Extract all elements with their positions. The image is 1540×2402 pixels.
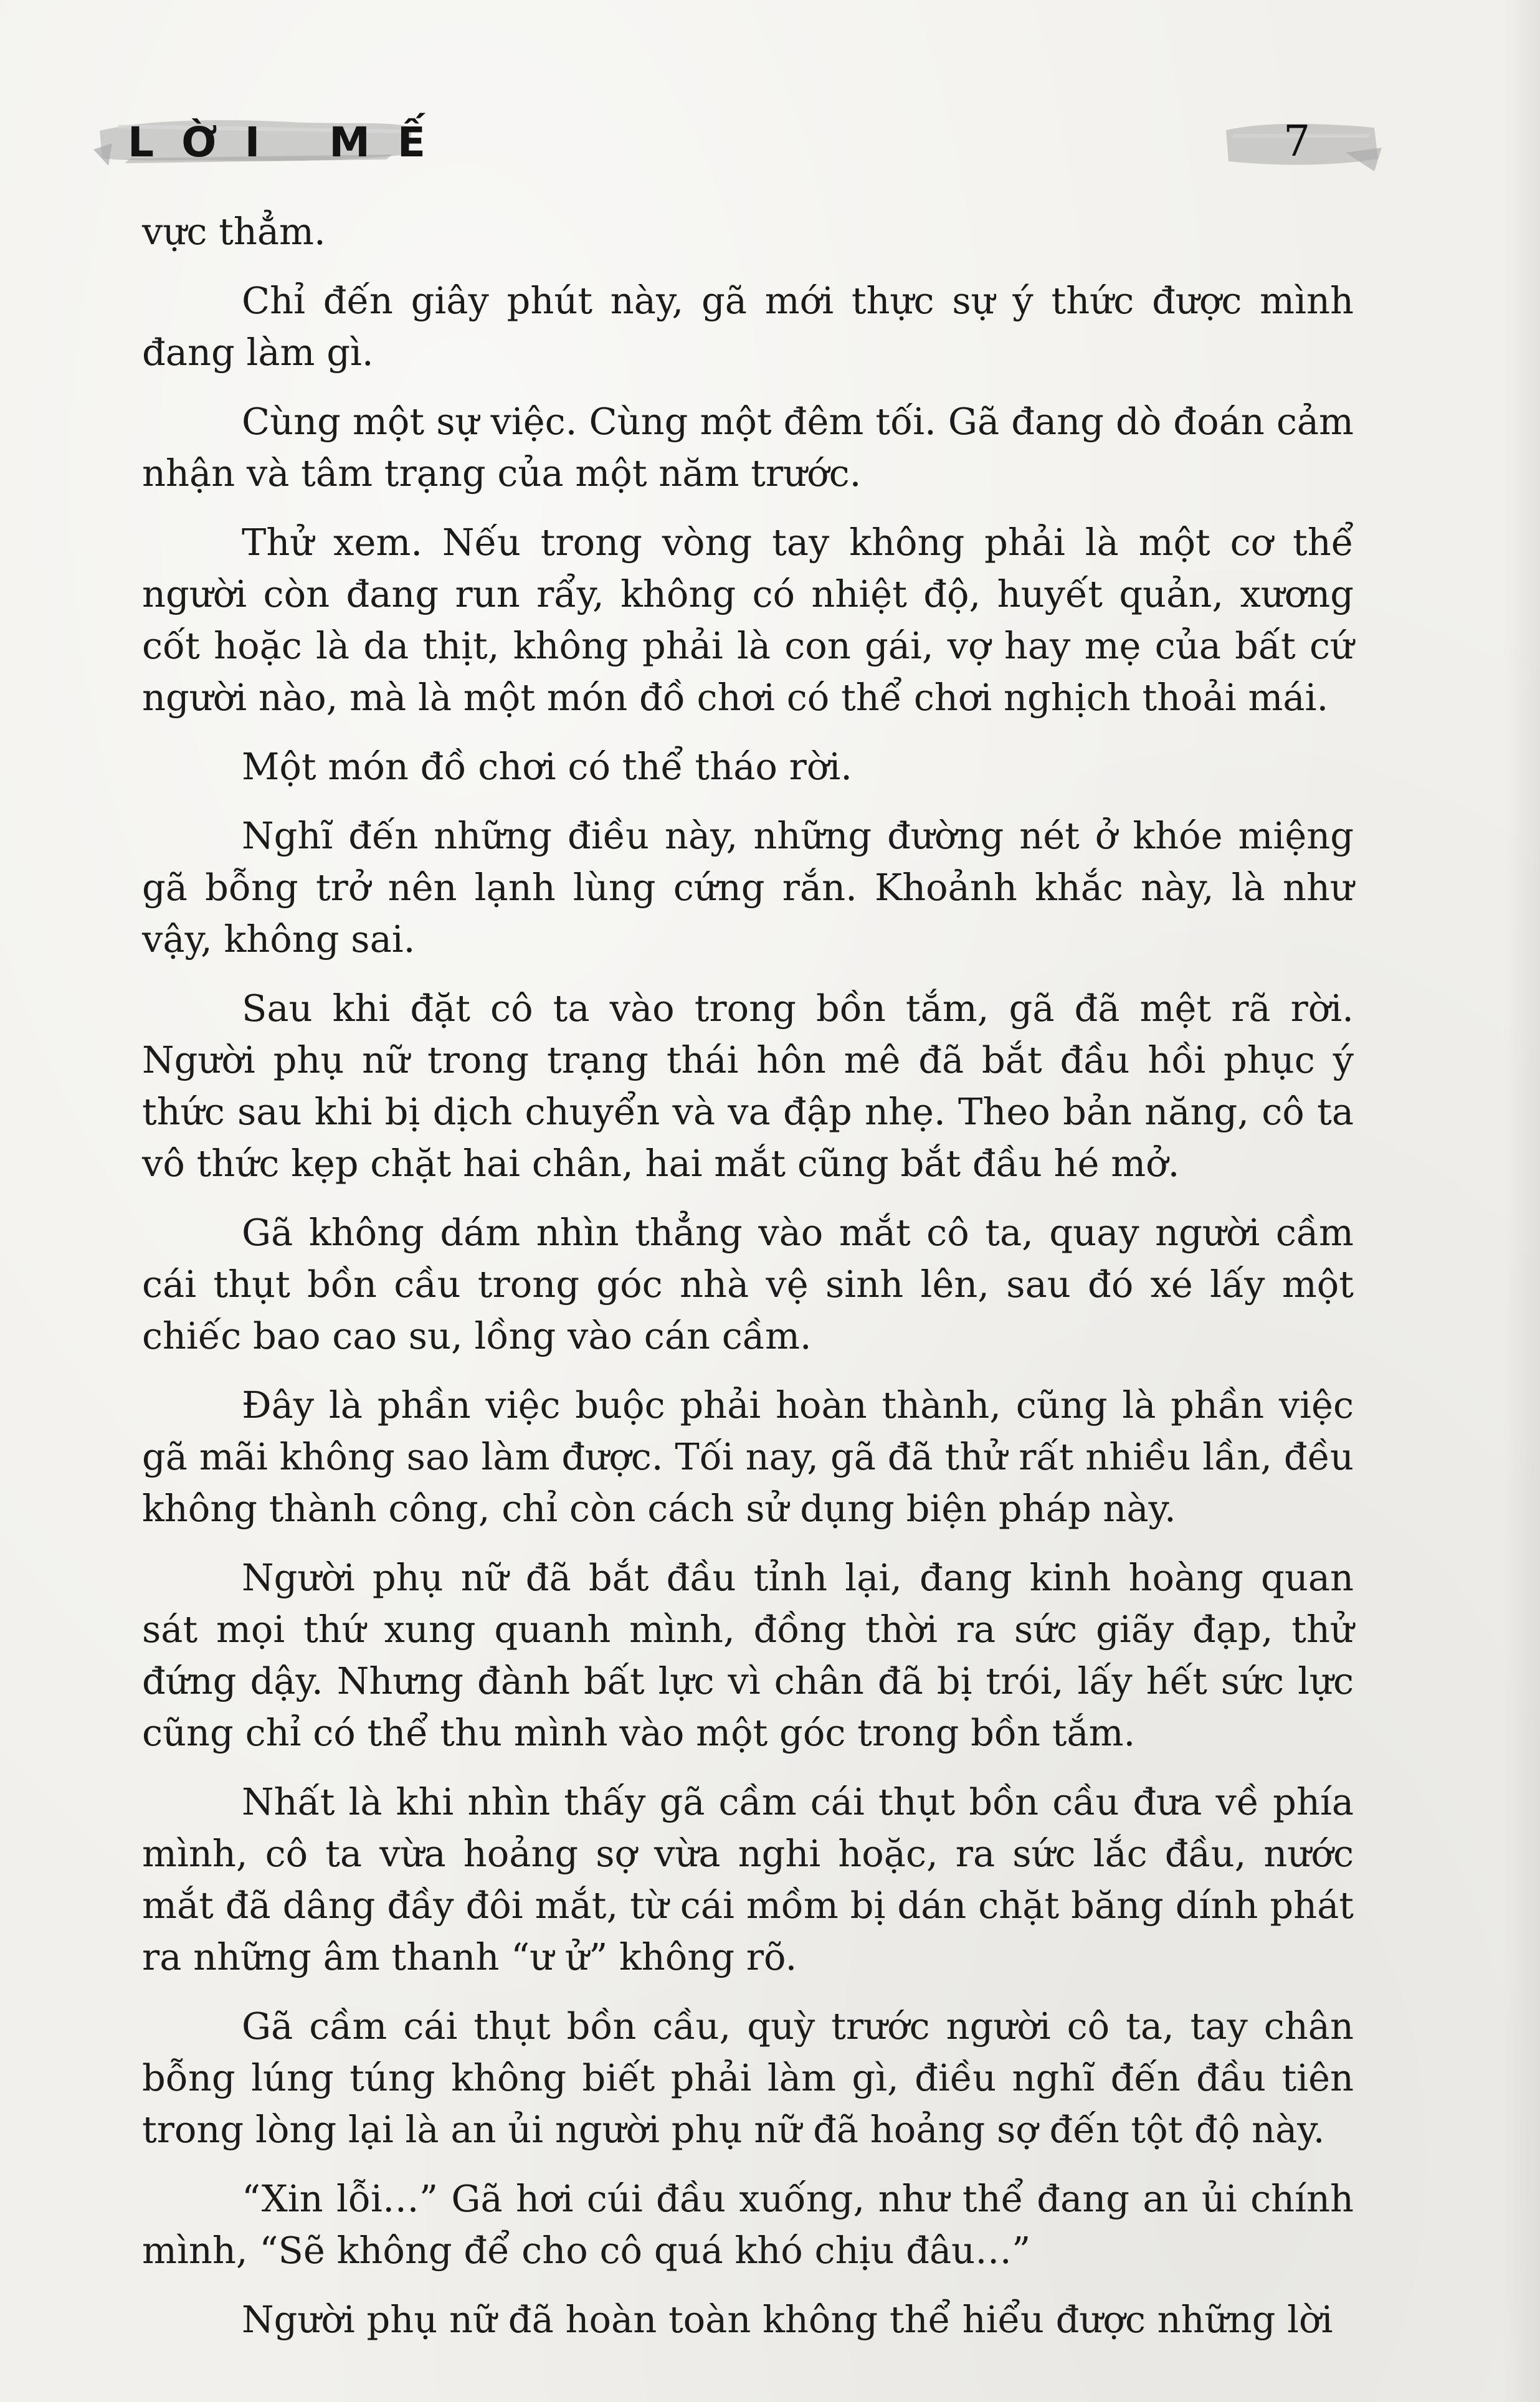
paragraph: Chỉ đến giây phút này, gã mới thực sự ý thức được mình đang làm gì. — [142, 279, 1354, 374]
running-title: LỜI MẾ — [128, 118, 454, 166]
paragraph: Nghĩ đến những điều này, những đường nét ở khóe miệng gã bỗng trở nên lạnh lùng cứng rắn. Khoảnh khắc này, là như vậy, không sai. — [142, 814, 1354, 961]
paragraph: Nhất là khi nhìn thấy gã cầm cái thụt bồn cầu đưa về phía mình, cô ta vừa hoảng sợ vừa nghi hoặc, ra sức lắc đầu, nước mắt đã dâng đầy đôi mắt, từ cái mồm bị dán chặt băng dính phát ra những âm thanh “ư ử” không rõ. — [142, 1780, 1354, 1978]
paragraph: Cùng một sự việc. Cùng một đêm tối. Gã đang dò đoán cảm nhận và tâm trạng của một năm trước. — [142, 400, 1354, 495]
paragraph: “Xin lỗi…” Gã hơi cúi đầu xuống, như thể đang an ủi chính mình, “Sẽ không để cho cô quá khó chịu đâu…” — [142, 2177, 1354, 2272]
page-number: 7 — [1283, 117, 1311, 166]
paragraph: Sau khi đặt cô ta vào trong bồn tắm, gã đã mệt rã rời. Người phụ nữ trong trạng thái hôn mê đã bắt đầu hồi phục ý thức sau khi bị dịch chuyển và va đập nhẹ. Theo bản năng, cô ta vô thức kẹp chặt hai chân, hai mắt cũng bắt đầu hé mở. — [142, 987, 1354, 1185]
paragraph: Gã cầm cái thụt bồn cầu, quỳ trước người cô ta, tay chân bỗng lúng túng không biết phải làm gì, điều nghĩ đến đầu tiên trong lòng lại là an ủi người phụ nữ đã hoảng sợ đến tột độ này. — [142, 2005, 1354, 2151]
body-text — [142, 206, 1354, 2363]
paragraph: vực thẳm. — [142, 210, 326, 253]
paragraph: Thử xem. Nếu trong vòng tay không phải là một cơ thể người còn đang run rẩy, không có nhiệt độ, huyết quản, xương cốt hoặc là da thịt, không phải là con gái, vợ hay mẹ của bất cứ người nào, mà là một món đồ chơi có thể chơi nghịch thoải mái. — [142, 521, 1354, 719]
paragraph: Gã không dám nhìn thẳng vào mắt cô ta, quay người cầm cái thụt bồn cầu trong góc nhà vệ sinh lên, sau đó xé lấy một chiếc bao cao su, lồng vào cán cầm. — [142, 1211, 1354, 1357]
paragraph: Người phụ nữ đã bắt đầu tỉnh lại, đang kinh hoàng quan sát mọi thứ xung quanh mình, đồng thời ra sức giãy đạp, thử đứng dậy. Nhưng đành bất lực vì chân đã bị trói, lấy hết sức lực cũng chỉ có thể thu mình vào một góc trong bồn tắm. — [142, 1556, 1354, 1754]
paragraph: Đây là phần việc buộc phải hoàn thành, cũng là phần việc gã mãi không sao làm được. Tối nay, gã đã thử rất nhiều lần, đều không thành công, chỉ còn cách sử dụng biện pháp này. — [142, 1384, 1354, 1530]
paragraph: Một món đồ chơi có thể tháo rời. — [242, 745, 853, 788]
page-edge-shadow — [1503, 0, 1540, 2402]
paragraph: Người phụ nữ đã hoàn toàn không thể hiểu được những lời — [242, 2298, 1333, 2341]
